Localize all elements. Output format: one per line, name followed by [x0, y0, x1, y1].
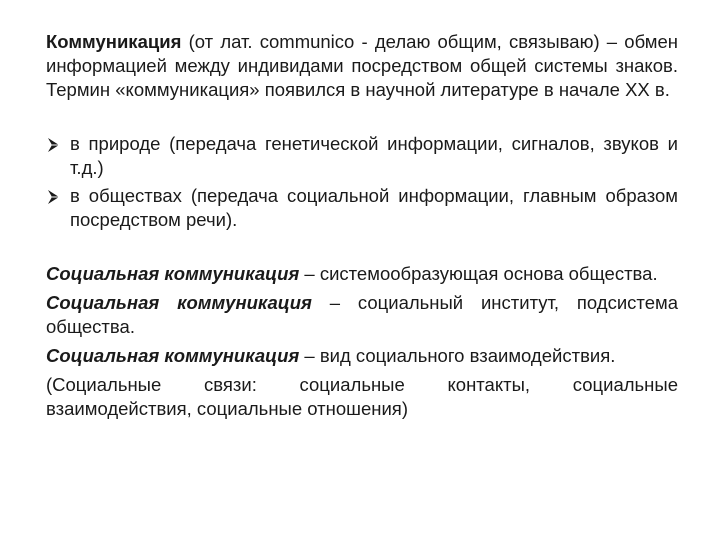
bullet-item-nature: [46, 132, 678, 180]
bullet-list: [46, 132, 678, 232]
bullet-text: в обществах (передача социальной информации, главным образом посредством речи).: [70, 185, 678, 230]
definition-term: Социальная коммуникация: [46, 345, 300, 366]
intro-paragraph: [46, 30, 678, 102]
arrow-check-bullet-icon: [46, 132, 64, 156]
definition-term: Социальная коммуникация: [46, 292, 312, 313]
bullet-text: в природе (передача генетической информации, сигналов, звуков и т.д.): [70, 133, 678, 178]
definition-text: – социальный институт, подсистема общества.: [46, 292, 678, 337]
definition-text: – системообразующая основа общества.: [299, 263, 658, 284]
definition-interaction-type: [46, 344, 678, 368]
arrow-check-bullet-icon: [46, 184, 64, 208]
definition-system-basis: [46, 262, 678, 286]
intro-term: Коммуникация: [46, 31, 182, 52]
definition-social-institute: [46, 291, 678, 339]
social-links-note: (Социальные связи: социальные контакты, социальные взаимодействия, социальные отношения): [46, 374, 678, 419]
definition-text: – вид социального взаимодействия.: [299, 345, 616, 366]
bullet-item-society: [46, 184, 678, 232]
slide-content: [46, 30, 678, 426]
definition-term: Социальная коммуникация: [46, 263, 300, 284]
intro-text: (от лат. communico - делаю общим, связываю) – обмен информацией между индивидами посредством общей системы знаков. Термин «коммуникация» появился в научной литературе в начале XX в.: [46, 31, 678, 100]
